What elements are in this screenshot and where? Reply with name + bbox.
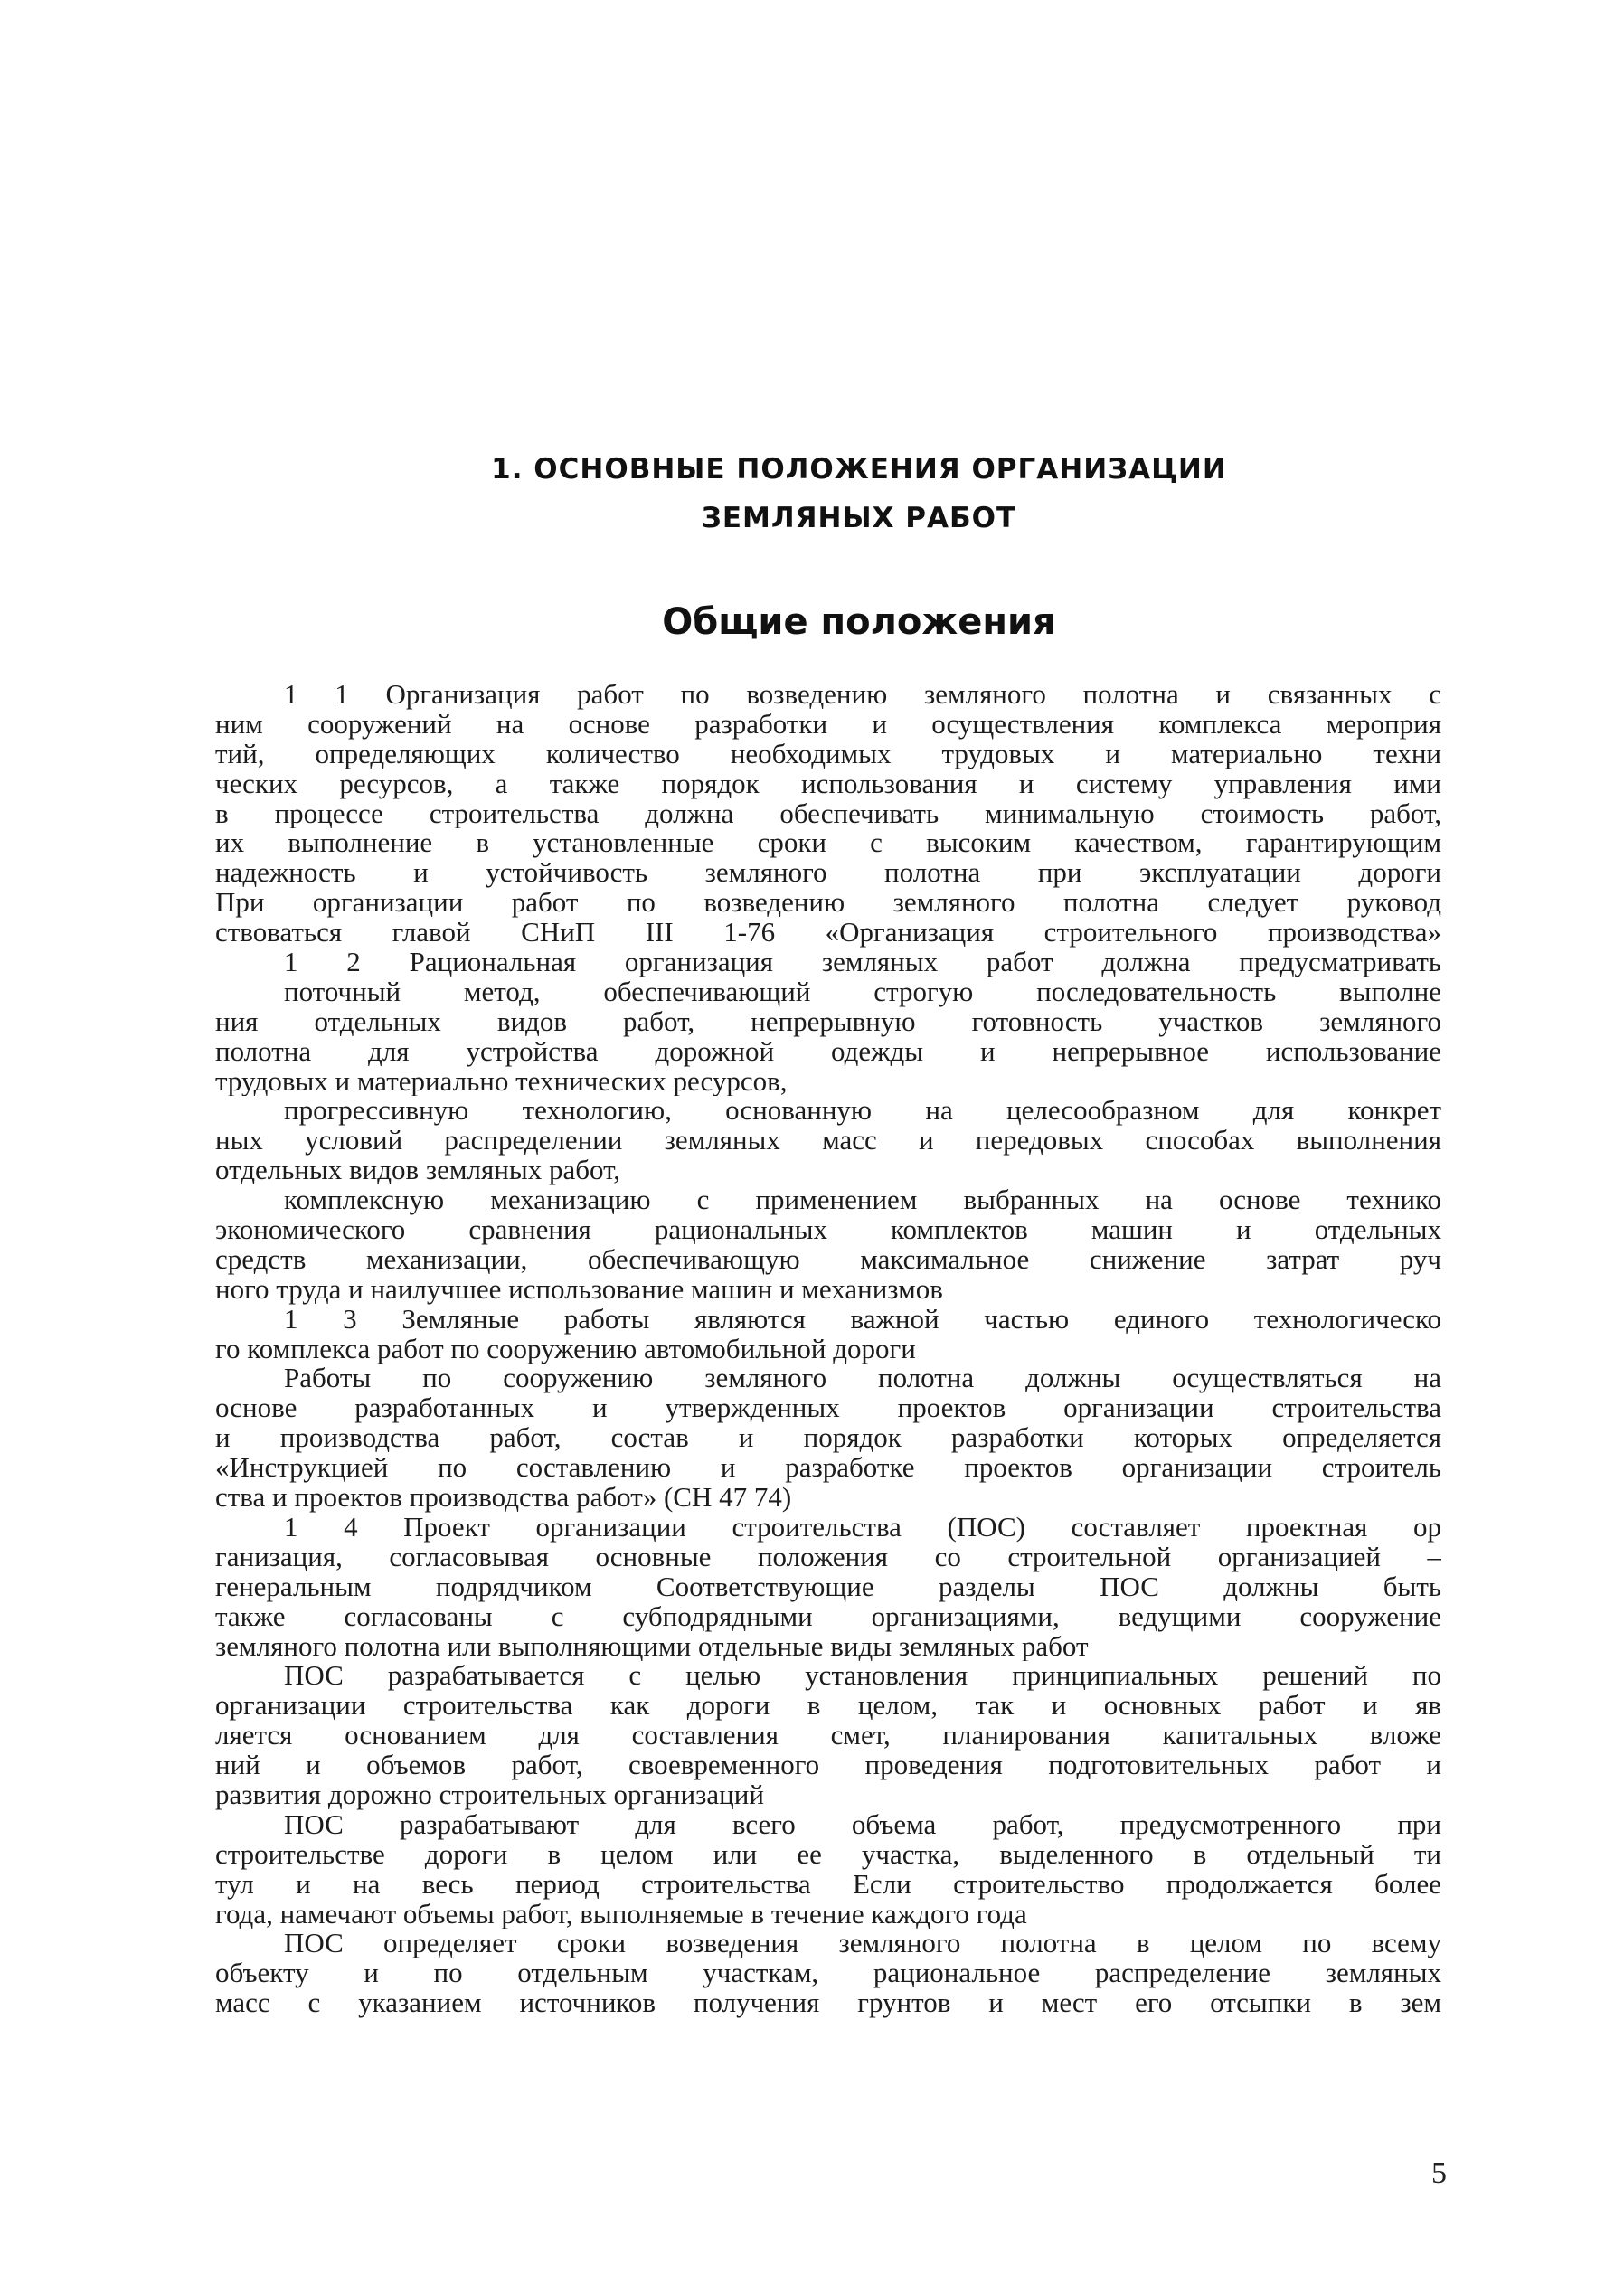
chapter-title bbox=[271, 445, 1447, 543]
text-line: объекту и по отдельным участкам, рациональное распределение земляных bbox=[215, 1958, 1441, 1989]
section-title: Общие положения bbox=[662, 601, 1056, 643]
text-line: масс с указанием источников получения грунтов и мест его отсыпки в зем bbox=[215, 1988, 1441, 2019]
page-number: 5 bbox=[1431, 2157, 1447, 2190]
text-line: ческих ресурсов, а также порядок использования и систему управления ими bbox=[215, 769, 1441, 799]
text-line: тул и на весь период строительства Если строительство продолжается более bbox=[215, 1869, 1441, 1900]
text-line: ганизация, согласовывая основные положения со строительной организацией – bbox=[215, 1542, 1441, 1572]
text-line: ства и проектов производства работ» (СН 47 74) bbox=[215, 1483, 792, 1513]
text-line: надежность и устойчивость земляного полотна при эксплуатации дороги bbox=[215, 858, 1441, 889]
text-line: года, намечают объемы работ, выполняемые в течение каждого года bbox=[215, 1899, 1027, 1930]
text-line: комплексную механизацию с применением выбранных на основе технико bbox=[284, 1185, 1441, 1216]
text-line: «Инструкцией по составлению и разработке проектов организации строитель bbox=[215, 1453, 1441, 1484]
text-line: экономического сравнения рациональных комплектов машин и отдельных bbox=[215, 1215, 1441, 1245]
text-line: основе разработанных и утвержденных проектов организации строительства bbox=[215, 1393, 1441, 1424]
text-line: 1 1 Организация работ по возведению земляного полотна и связанных с bbox=[284, 680, 1441, 710]
text-line: развития дорожно строительных организаций bbox=[215, 1779, 764, 1810]
text-line: ний и объемов работ, своевременного проведения подготовительных работ и bbox=[215, 1751, 1441, 1780]
text-line: земляного полотна или выполняющими отдельные виды земляных работ bbox=[215, 1631, 1089, 1662]
text-line: ПОС разрабатывают для всего объема работ, предусмотренного при bbox=[284, 1809, 1441, 1840]
text-line: отдельных видов земляных работ, bbox=[215, 1156, 621, 1186]
text-line: и производства работ, состав и порядок разработки которых определяется bbox=[215, 1423, 1441, 1454]
text-line: ных условий распределении земляных масс и передовых способах выполнения bbox=[215, 1126, 1441, 1156]
text-line: трудовых и материально технических ресурсов, bbox=[215, 1066, 788, 1097]
text-line: строительстве дороги в целом или ее участка, выделенного в отдельный ти bbox=[215, 1839, 1441, 1870]
text-line: ПОС разрабатывается с целью установления принципиальных решений по bbox=[284, 1661, 1441, 1692]
text-line: 1 4 Проект организации строительства (ПОС) составляет проектная ор bbox=[284, 1512, 1441, 1543]
text-line: прогрессивную технологию, основанную на целесообразном для конкрет bbox=[284, 1096, 1441, 1127]
text-line: также согласованы с субподрядными организациями, ведущими сооружение bbox=[215, 1601, 1441, 1632]
text-line: тий, определяющих количество необходимых трудовых и материально техни bbox=[215, 739, 1441, 769]
text-line: организации строительства как дороги в целом, так и основных работ и яв bbox=[215, 1691, 1441, 1722]
text-line: Работы по сооружению земляного полотна должны осуществляться на bbox=[284, 1364, 1441, 1394]
text-line: ния отдельных видов работ, непрерывную готовность участков земляного bbox=[215, 1006, 1441, 1037]
text-line: ного труда и наилучшее использование машин и механизмов bbox=[215, 1274, 943, 1305]
text-line: средств механизации, обеспечивающую максимальное снижение затрат руч bbox=[215, 1244, 1441, 1275]
text-line: ляется основанием для составления смет, планирования капитальных вложе bbox=[215, 1721, 1441, 1751]
text-line: го комплекса работ по сооружению автомобильной дороги bbox=[215, 1334, 916, 1364]
chapter-title-line-1: 1. ОСНОВНЫЕ ПОЛОЖЕНИЯ ОРГАНИЗАЦИИ bbox=[491, 453, 1227, 486]
text-line: 1 2 Рациональная организация земляных работ должна предусматривать bbox=[284, 948, 1441, 977]
text-line: поточный метод, обеспечивающий строгую последовательность выполне bbox=[284, 977, 1441, 1007]
text-line: генеральным подрядчиком Соответствующие разделы ПОС должны быть bbox=[215, 1571, 1441, 1602]
text-line: полотна для устройства дорожной одежды и непрерывное использование bbox=[215, 1036, 1441, 1067]
text-line: При организации работ по возведению земляного полотна следует руковод bbox=[215, 888, 1441, 919]
text-line: 1 3 Земляные работы являются важной частью единого технологическо bbox=[284, 1304, 1441, 1335]
body-text bbox=[215, 680, 1441, 2018]
text-line: их выполнение в установленные сроки с высоким качеством, гарантирующим bbox=[215, 828, 1441, 859]
text-line: ним сооружений на основе разработки и осуществления комплекса мероприя bbox=[215, 709, 1441, 740]
text-line: в процессе строительства должна обеспечивать минимальную стоимость работ, bbox=[215, 798, 1441, 829]
chapter-title-line-2: ЗЕМЛЯНЫХ РАБОТ bbox=[701, 502, 1017, 534]
text-line: ствоваться главой СНиП III 1-76 «Организация строительного производства» bbox=[215, 918, 1441, 949]
text-line: ПОС определяет сроки возведения земляного полотна в целом по всему bbox=[284, 1929, 1441, 1959]
